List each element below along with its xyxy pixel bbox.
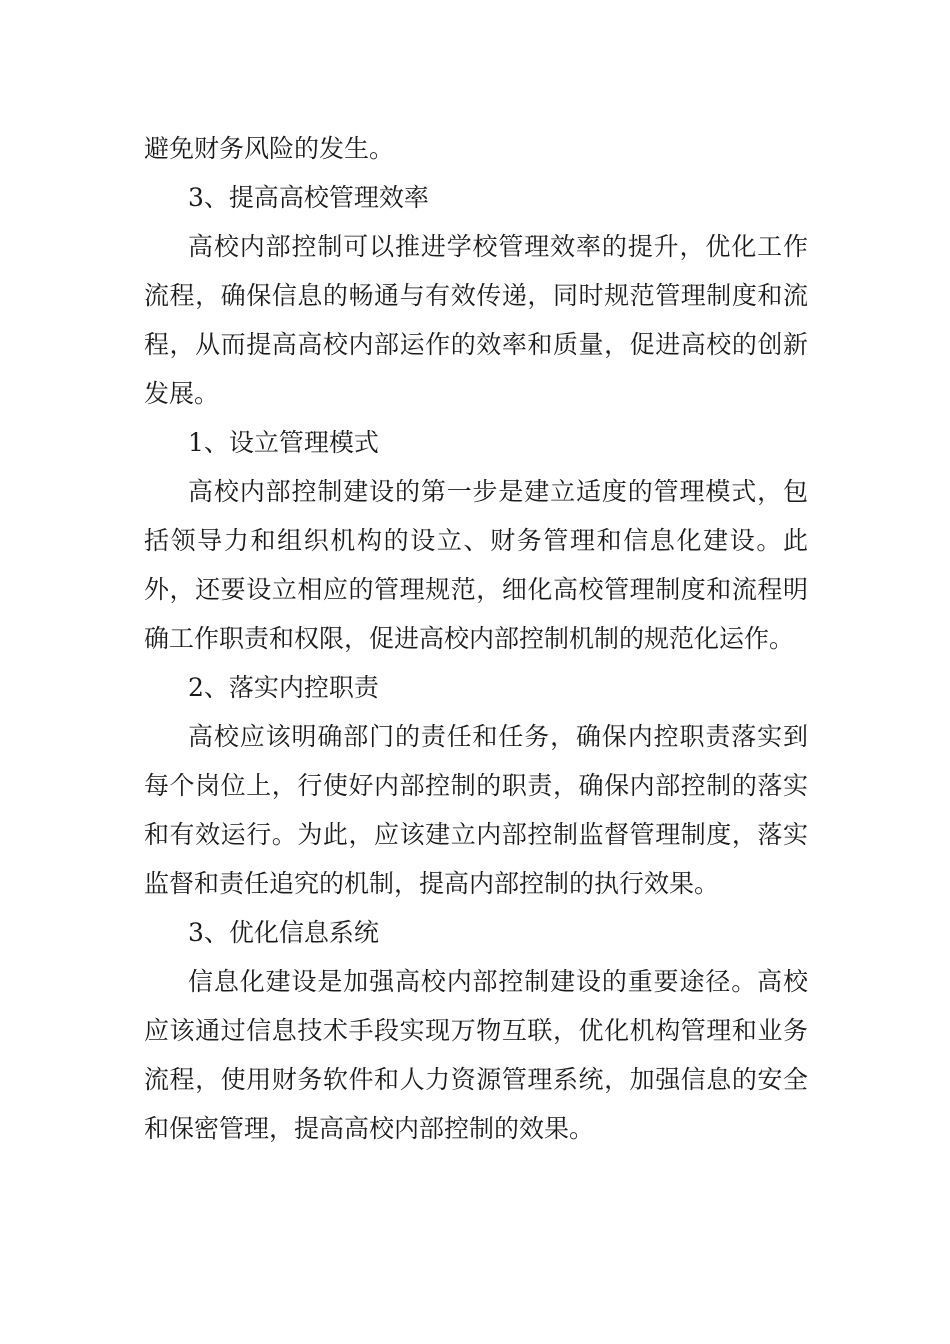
paragraph-efficiency: 高校内部控制可以推进学校管理效率的提升，优化工作流程，确保信息的畅通与有效传递，同时规范管理制度和流程，从而提高高校内部运作的效率和质量，促进高校的创新发展。 [144,232,808,408]
paragraph-management-model: 高校内部控制建设的第一步是建立适度的管理模式，包括领导力和组织机构的设立、财务管理和信息化建设。此外，还要设立相应的管理规范，细化高校管理制度和流程明确工作职责和权限，促进高校内部控制机制的规范化运作。 [144,477,808,653]
paragraph-continuation: 避免财务风险的发生。 [144,134,395,163]
section-heading-improve-efficiency: 3、提高高校管理效率 [188,183,429,212]
section-heading-management-model: 1、设立管理模式 [188,428,379,457]
section-heading-information-system: 3、优化信息系统 [188,918,379,947]
paragraph-control-duties: 高校应该明确部门的责任和任务，确保内控职责落实到每个岗位上，行使好内部控制的职责，确保内部控制的落实和有效运行。为此，应该建立内部控制监督管理制度，落实监督和责任追究的机制，提高内部控制的执行效果。 [144,722,808,898]
paragraph-information-system: 信息化建设是加强高校内部控制建设的重要途径。高校应该通过信息技术手段实现万物互联，优化机构管理和业务流程，使用财务软件和人力资源管理系统，加强信息的安全和保密管理，提高高校内部控制的效果。 [144,967,808,1143]
document-body [144,124,808,1153]
section-heading-control-duties: 2、落实内控职责 [188,673,379,702]
